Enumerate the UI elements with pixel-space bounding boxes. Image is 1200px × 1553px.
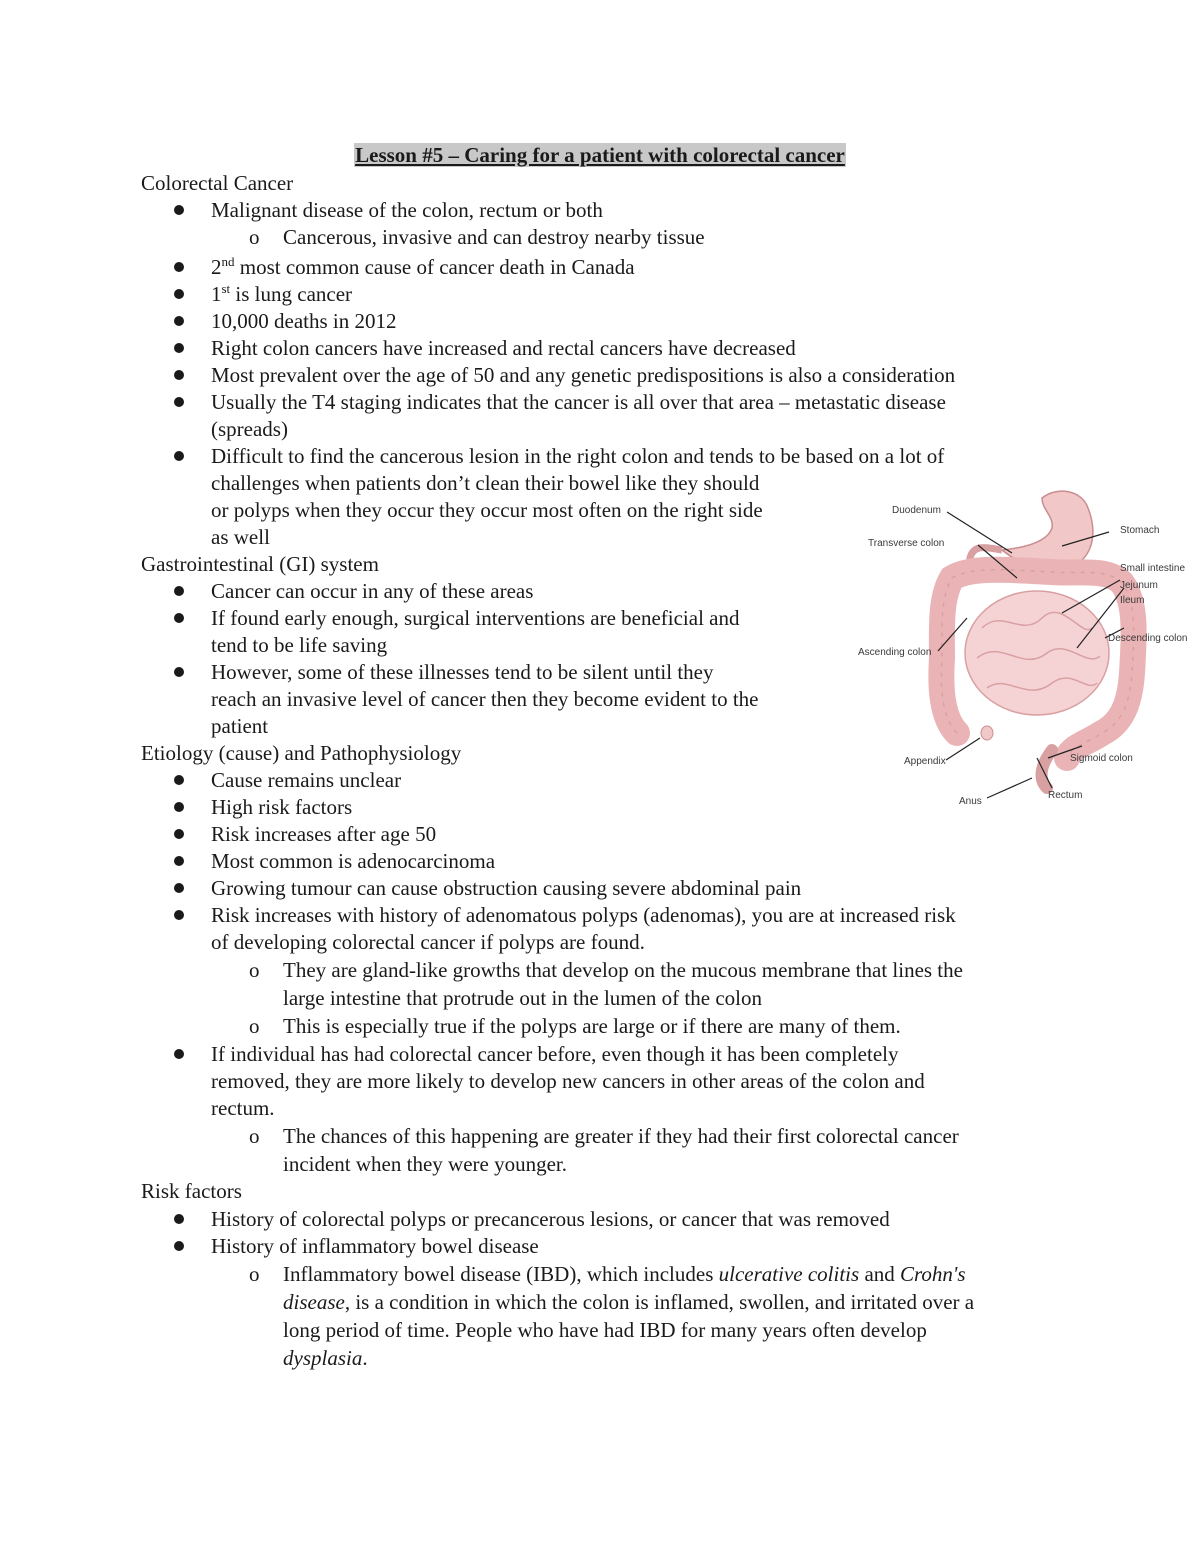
list-item: High risk factors <box>211 795 353 819</box>
list-item: History of inflammatory bowel disease <box>211 1234 539 1258</box>
page-title <box>0 142 1200 168</box>
bullet-dot <box>174 343 184 353</box>
sub-bullet-marker: o <box>249 1014 260 1038</box>
gi-anatomy-diagram <box>852 488 1197 813</box>
list-item: Malignant disease of the colon, rectum or both <box>211 198 603 222</box>
list-item: This is especially true if the polyps are large or if there are many of them. <box>283 1014 901 1038</box>
label-sigmoid-colon: Sigmoid colon <box>1070 753 1133 764</box>
list-item-cont: challenges when patients don’t clean their bowel like they should <box>211 471 760 495</box>
label-ascending-colon: Ascending colon <box>858 647 932 658</box>
heading-etiology: Etiology (cause) and Pathophysiology <box>141 741 462 765</box>
sub-bullet-marker: o <box>249 1262 260 1286</box>
list-item: Difficult to find the cancerous lesion in the right colon and tends to be based on a lot of <box>211 444 945 468</box>
bullet-dot <box>174 775 184 785</box>
bullet-dot <box>174 883 184 893</box>
bullet-dot <box>174 613 184 623</box>
bullet-dot <box>174 829 184 839</box>
bullet-dot <box>174 289 184 299</box>
bullet-dot <box>174 397 184 407</box>
list-item: Most common is adenocarcinoma <box>211 849 496 873</box>
list-item-cont: dysplasia. <box>283 1346 368 1370</box>
list-item: Risk increases after age 50 <box>211 822 437 846</box>
bullet-dot <box>174 802 184 812</box>
list-item-cont: of developing colorectal cancer if polyps are found. <box>211 930 645 954</box>
list-item: Usually the T4 staging indicates that the cancer is all over that area – metastatic disease <box>211 390 946 414</box>
list-item-cont: incident when they were younger. <box>283 1152 567 1176</box>
label-anus: Anus <box>959 796 982 807</box>
list-item-cont: tend to be life saving <box>211 633 388 657</box>
list-item-cont: long period of time. People who have had IBD for many years often develop <box>283 1318 927 1342</box>
heading-gi: Gastrointestinal (GI) system <box>141 552 379 576</box>
list-item-cont: rectum. <box>211 1096 275 1120</box>
heading-risk-factors: Risk factors <box>141 1179 242 1203</box>
list-item: 2nd most common cause of cancer death in Canada <box>211 254 635 279</box>
bullet-dot <box>174 667 184 677</box>
list-item-cont: (spreads) <box>211 417 288 441</box>
list-item-cont: reach an invasive level of cancer then they become evident to the <box>211 687 759 711</box>
label-jejunum: Jejunum <box>1120 580 1158 591</box>
bullet-dot <box>174 1049 184 1059</box>
bullet-dot <box>174 205 184 215</box>
label-ileum: Ileum <box>1120 595 1145 606</box>
list-item: However, some of these illnesses tend to be silent until they <box>211 660 714 684</box>
list-item: If individual has had colorectal cancer before, even though it has been completely <box>211 1042 899 1066</box>
list-item: Most prevalent over the age of 50 and any genetic predispositions is also a consideration <box>211 363 956 387</box>
label-small-intestine: Small intestine <box>1120 563 1186 574</box>
list-item: Cancer can occur in any of these areas <box>211 579 534 603</box>
bullet-dot <box>174 262 184 272</box>
bullet-dot <box>174 316 184 326</box>
list-item-cont: disease, is a condition in which the colon is inflamed, swollen, and irritated over a <box>283 1290 975 1314</box>
sub-bullet-marker: o <box>249 958 260 982</box>
list-item: 10,000 deaths in 2012 <box>211 309 397 333</box>
bullet-dot <box>174 1214 184 1224</box>
bullet-dot <box>174 370 184 380</box>
bullet-dot <box>174 586 184 596</box>
label-appendix: Appendix <box>904 756 946 767</box>
bullet-dot <box>174 856 184 866</box>
title-text: Lesson #5 – Caring for a patient with colorectal cancer <box>355 143 845 167</box>
bullet-dot <box>174 451 184 461</box>
list-item: Risk increases with history of adenomatous polyps (adenomas), you are at increased risk <box>211 903 956 927</box>
list-item: 1st is lung cancer <box>211 281 353 306</box>
bullet-dot <box>174 1241 184 1251</box>
list-item: Inflammatory bowel disease (IBD), which includes ulcerative colitis and Crohn's <box>283 1262 966 1286</box>
list-item-cont: removed, they are more likely to develop new cancers in other areas of the colon and <box>211 1069 925 1093</box>
list-item: Growing tumour can cause obstruction causing severe abdominal pain <box>211 876 802 900</box>
list-item-cont: patient <box>211 714 269 738</box>
list-item: History of colorectal polyps or precancerous lesions, or cancer that was removed <box>211 1207 890 1231</box>
heading-colorectal: Colorectal Cancer <box>141 171 294 195</box>
list-item: Cause remains unclear <box>211 768 402 792</box>
list-item-cont: or polyps when they occur they occur most often on the right side <box>211 498 763 522</box>
list-item-cont: as well <box>211 525 270 549</box>
label-stomach: Stomach <box>1120 525 1160 536</box>
label-rectum: Rectum <box>1048 790 1083 801</box>
label-duodenum: Duodenum <box>892 505 941 516</box>
list-item: They are gland-like growths that develop on the mucous membrane that lines the <box>283 958 963 982</box>
bullet-dot <box>174 910 184 920</box>
label-transverse-colon: Transverse colon <box>868 538 945 549</box>
sub-bullet-marker: o <box>249 225 260 249</box>
list-item: If found early enough, surgical interventions are beneficial and <box>211 606 740 630</box>
label-descending-colon: Descending colon <box>1108 633 1188 644</box>
list-item-cont: large intestine that protrude out in the lumen of the colon <box>283 986 762 1010</box>
appendix-shape <box>981 726 993 740</box>
list-item: Cancerous, invasive and can destroy nearby tissue <box>283 225 705 249</box>
sub-bullet-marker: o <box>249 1124 260 1148</box>
list-item: The chances of this happening are greater if they had their first colorectal cancer <box>283 1124 959 1148</box>
list-item: Right colon cancers have increased and rectal cancers have decreased <box>211 336 796 360</box>
